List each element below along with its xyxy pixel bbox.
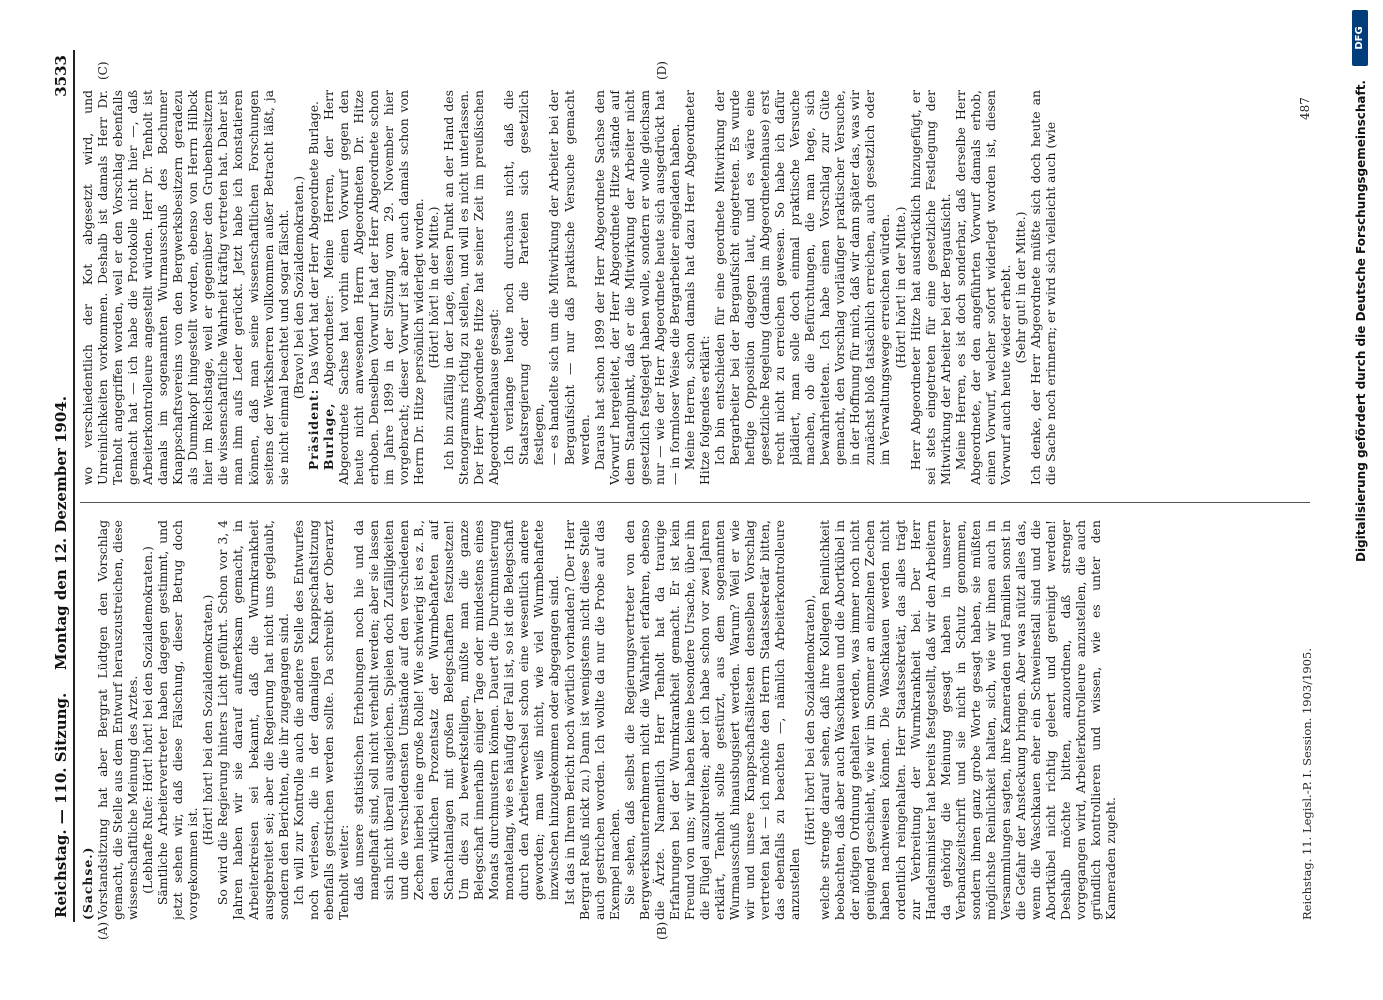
paragraph: Sie sehen, daß selbst die Regierungsvertreter von den Bergwerksunternehmern nicht die Wahrheit erfahren, ebenso die Ärzte. Namentlich Herr Tenholt hat da traurige Erfahrungen bei der Wurmkrankheit gemacht. Er ist kein Freund von uns; wir haben keine besondere Ursache, über ihn die Flügel auszubreiten; aber ich habe schon vor zwei Jahren erklärt, Tenholt sollte gestürzt, aus dem sogenannten Wurmausschuß hinausbugsiert werden. Warum? Weil er wie wir und unsere Knappschaftsältesten denselben Vorschlag vertreten hat — ich möchte den Herrn Staatssekretär bitten, das ebenfalls zu beachten —, nämlich Arbeiterkontrolleure anzustellen	[621, 520, 803, 920]
paragraph: wo verschiedentlich der Kot abgesetzt wird, und Unreinlichkeiten vorkommen. Deshalb ist damals Herr Dr. Tenholt angegriffen worden, weil er den Vorschlag ebenfalls gemacht hat — ich habe die Protokolle nicht hier —, daß Arbeiterkontrolleure angestellt würden. Herr Dr. Tenholt ist damals im sogenannten Wurmausschuß des Bochumer Knappschaftsvereins von den Bergwerksbesitzern geradezu als Dummkopf hingestellt worden, ebenso von Herrn Hilbck hier im Reichstage, weil er gegenüber den Grubenbesitzern die wissenschaftliche Wahrheit kräftig vertreten hat. Daher ist man ihm aufs Leder gerückt. Jetzt habe ich konstatieren können, daß man seine wissenschaftlichen Forschungen seitens der Werksherren vollkommen außer Betracht läßt, ja sie nicht einmal beachtet und sogar fälscht.	[80, 90, 291, 485]
header-rule	[73, 50, 75, 922]
interjection: (Hört! hört! in der Mitte.)	[892, 206, 908, 369]
dfg-logo	[1352, 10, 1368, 66]
column-divider	[80, 502, 1310, 503]
speaker-label	[80, 520, 95, 920]
speech-paragraph	[306, 90, 321, 485]
margin-letter-a: (A)	[96, 921, 110, 940]
speech-text: Abgeordneter: Meine Herren, der Herr Abgeordnete Sachse hat vorhin einen Vorwurf gegen den heute nicht anwesenden Herrn Abgeordneten Dr. Hitze erhoben. Denselben Vorwurf hat der Herr Abgeordnete schon im Jahre 1899 in der Sitzung vom 29. November hier vorgebracht; dieser Vorwurf ist aber auch damals schon von Herrn Dr. Hitze persönlich widerlegt worden.	[320, 90, 427, 485]
quotation: — es handelte sich um die Mitwirkung der Arbeiter bei der Bergaufsicht — nur daß praktische Versuche gemacht werden.	[546, 90, 592, 466]
speech-paragraph	[321, 90, 426, 485]
paragraph: Vorstandsitzung hat aber Bergrat Lüdtgen den Vorschlag gemacht, die Stelle aus dem Entwurf herauszustreichen, diese wissenschaftliche Meinung des Arztes.	[95, 520, 141, 920]
digitization-text: Digitalisierung gefördert durch die Deutsche Forschungsgemeinschaft.	[1354, 80, 1368, 563]
digitization-notice	[1350, 80, 1372, 980]
footer-session: Reichstag. 11. Legisl.-P. I. Session. 1903/1905.	[1300, 647, 1314, 920]
paragraph: welche strenge darauf sehen, daß ihre Kollegen Reinlichkeit beobachten, daß aber auch Waschkauen und die Abortkübel in der nötigen Ordnung gehalten werden, was immer noch nicht genügend geschieht, wie wir im Sommer an einzelnen Zechen haben nachweisen können. Die Waschkauen werden nicht ordentlich reingehalten. Herr Staatssekretär, das alles trägt zur Verbreitung der Wurmkrankheit bei. Der Herr Handelsminister hat bereits festgestellt, daß wir den Arbeitern da gehörig die Meinung gesagt haben in unserer Verbandszeitschrift und sie nicht in Schutz genommen, sondern ihnen ganz grobe Worte gesagt haben, sie müßten möglichste Reinlichkeit halten, sich, wie wir ihnen auch in Versammlungen sagten, ihre Kameraden und Familien sonst in die Gefahr der Ansteckung bringen. Aber was nützt alles das, wenn die Waschkauen eher ein Schweinestall sind und die Abortkübel nicht richtig geleert und gereinigt werden! Deshalb möchte bitten, anzuordnen, daß strenger vorgegangen wird, Arbeiterkontrolleure anzustellen, die auch gründlich kontrollieren und wissen, wie es unter den Kameraden zugeht.	[817, 520, 1119, 920]
paragraph: So wird die Regierung hinters Licht geführt. Schon vor 3, 4 Jahren haben wir sie darauf aufmerksam gemacht, in Arbeiterkreisen sei bekannt, daß die Wurmkrankheit ausgebreitet sei; aber die Regierung hat nicht uns geglaubt, sondern den Berichten, die ihr zugegangen sind.	[215, 520, 291, 920]
paragraph: Meine Herren, schon damals hat dazu Herr Abgeordneter Hitze folgendes erklärt:	[681, 90, 712, 485]
paragraph: Meine Herren, es ist doch sonderbar, daß derselbe Herr Abgeordnete, der den angeführten Vorwurf damals erhob, einen Vorwurf, welcher sofort widerlegt worden ist, diesen Vorwurf auch heute wieder erhebt.	[952, 90, 1013, 485]
margin-letter-b: (B)	[655, 921, 669, 940]
margin-letter-d: (D)	[655, 61, 669, 80]
dfg-logo-text: DFG	[1354, 26, 1365, 50]
left-column	[80, 520, 1320, 920]
interjection: (Hört! hört! in der Mitte.)	[426, 206, 442, 369]
paragraph: Ich denke, der Herr Abgeordnete müßte sich doch heute an die Sache noch erinnern; er wird sich vielleicht auch (wie	[1027, 90, 1058, 485]
paragraph: Ist das in Ihrem Bericht noch wörtlich vorhanden? (Der Herr Bergrat Reuß nickt zu.) Dann ist wenigstens nicht diese Stelle auch gestrichen worden. Ich wollte da nur die Probe auf das Exempel machen.	[561, 520, 622, 920]
speaker-name: Präsident:	[305, 388, 321, 471]
page-signature: 487	[1298, 97, 1312, 120]
interjection: (Sehr gut! in der Mitte.)	[1012, 211, 1028, 364]
right-column	[80, 90, 1320, 485]
paragraph: Ich bin zufällig in der Lage, diesen Punkt an der Hand des Stenogramms richtig zu stellen, und will es nicht unterlassen. Der Herr Abgeordnete Hitze hat seiner Zeit im preußischen Abgeordnetenhause gesagt:	[441, 90, 502, 485]
interjection: (Hört! hört! bei den Sozialdemokraten),	[802, 594, 818, 846]
header-title: Reichstag. — 110. Sitzung.	[52, 692, 70, 918]
paragraph: Daraus hat schon 1899 der Herr Abgeordnete Sachse den Vorwurf hergeleitet, der Herr Abgeordnete Hitze stände auf dem Standpunkt, daß er die Mitwirkung der Arbeiter nicht gesetzlich festgelegt haben wolle, sondern er wolle gleichsam nur — wie der Herr Abgeordnete heute sich ausgedrückt hat — in formloser Weise die Bergarbeiter eingeladen haben.	[591, 90, 682, 485]
margin-letter-c: (C)	[96, 61, 110, 80]
quotation: Ich bin entschieden für eine geordnete Mitwirkung der Bergarbeiter bei der Bergaufsicht eingetreten. Es wurde heftige Opposition dagegen laut, und es wäre eine gesetzliche Regelung (damals im Abgeordnetenhause) erst recht nicht zu erreichen gewesen. So habe ich dafür plädiert, man solle doch einmal praktische Versuche machen, ob die Befürchtungen, die man hege, sich bewahrheiteten. Ich habe einen Vorschlag zur Güte gemacht, den Vorschlag vorläufiger praktischer Versuche, in der Hoffnung für mich, daß wir dann später das, was wir zunächst bloß tatsächlich erreichen, auch gesetzlich oder im Verwaltungswege erreichen würden.	[711, 90, 893, 466]
interjection: (Lebhafte Rufe: Hört! hört! bei den Sozialdemokraten.)	[140, 546, 156, 894]
interjection: (Bravo! bei den Sozialdemokraten.)	[290, 175, 306, 400]
paragraph: Sämtliche Arbeitervertreter haben dagegen gestimmt, und jetzt sehen wir, daß diese Fälschung, dieser Betrug doch vorgekommen ist.	[155, 520, 201, 920]
quotation: Ich verlange heute noch durchaus nicht, daß die Staatsregierung oder die Parteien sich gesetzlich festlegen,	[501, 90, 547, 466]
speech-text: Das Wort hat der Herr Abgeordnete Burlage.	[305, 101, 321, 385]
page-number: 3533	[52, 55, 70, 97]
paragraph: Herr Abgeordneter Hitze hat ausdrücklich hinzugefügt, er sei stets eingetreten für eine gesetzliche Festlegung der Mitwirkung der Arbeiter bei der Bergaufsicht.	[907, 90, 953, 485]
paragraph: Ich will zur Kontrolle auch die andere Stelle des Entwurfes noch verlesen, die in der damaligen Knappschaftsitzung ebenfalls gestrichen werden sollte. Da schreibt der Oberarzt Tenholt weiter:	[290, 520, 351, 920]
speaker-name: (Sachse.)	[80, 846, 95, 920]
quotation: daß unsere statistischen Erhebungen noch hie und da mangelhaft sind, soll nicht verhehlt werden; aber sie lassen sich nicht überall ausgleichen. Spielen doch Zufälligkeiten und die verschiedensten Umstände auf den verschiedenen Zechen hierbei eine große Rolle! Wie schwierig ist es z. B., den wirklichen Prozentsatz der Wurmbehafteten auf Schachtanlagen mit großen Belegschaften festzusetzen! Um dies zu bewerkstelligen, müßte man die ganze Belegschaft innerhalb einiger Tage oder mindestens eines Monats durchmustern können. Dauert die Durchmusterung monatelang, wie es häufig der Fall ist, so ist die Belegschaft durch den Arbeiterwechsel schon eine wesentlich andere geworden; man weiß nicht, wie viel Wurmbehaftete inzwischen hinzugekommen oder abgegangen sind.	[350, 520, 562, 901]
speaker-name: Burlage,	[320, 402, 336, 471]
header-date: Montag den 12. Dezember 1904.	[52, 396, 70, 670]
interjection: (Hört! hört! bei den Sozialdemokraten.)	[200, 594, 216, 846]
